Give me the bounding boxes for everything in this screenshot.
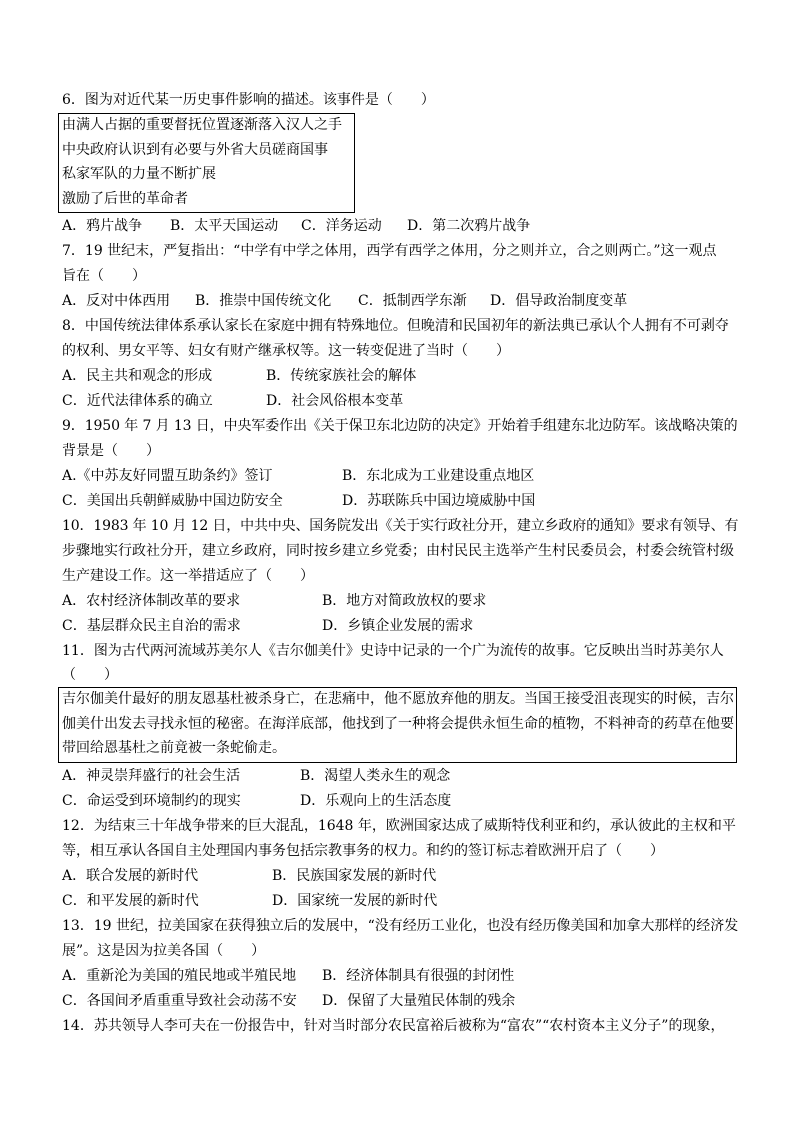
q7-stem-line: 7．19 世纪末，严复指出：“中学有中学之体用，西学有西学之体用，分之则并立，合之则两亡。”这一观点 <box>62 243 717 259</box>
q11-box-line: 吉尔伽美什最好的朋友恩基杜被杀身亡，在悲痛中，他不愿放弃他的朋友。当国王接受沮丧现实的时候，吉尔 <box>62 691 734 707</box>
q11-box-line: 带回给恩基杜之前竟被一条蛇偷走。 <box>62 740 286 756</box>
q14-stem-line: 14．苏共领导人李可夫在一份报告中，针对当时部分农民富裕后被称为“富农”“农村资本主义分子”的现象， <box>62 1018 725 1034</box>
q6-option-b[interactable]: B．太平天国运动 <box>170 218 279 234</box>
q6-box-line: 激励了后世的革命者 <box>62 191 188 207</box>
q13-option-a[interactable]: A．重新沦为美国的殖民地或半殖民地 <box>62 968 297 984</box>
q7-option-d[interactable]: D．倡导政治制度变革 <box>490 293 628 309</box>
q6-stem: 6．图为对近代某一历史事件影响的描述。该事件是（ ） <box>62 92 435 108</box>
q6-box-line: 私家军队的力量不断扩展 <box>62 166 216 182</box>
q12-stem-line: 12．为结束三十年战争带来的巨大混乱，1648 年，欧洲国家达成了威斯特伐利亚和约，承认彼此的主权和平 <box>62 818 736 834</box>
q8-option-d[interactable]: D．社会风俗根本变革 <box>266 393 404 409</box>
q13-stem-line: 13．19 世纪，拉美国家在获得独立后的发展中，“没有经历工业化，也没有经历像美国和加拿大那样的经济发 <box>62 918 739 934</box>
q11-box-line: 伽美什出发去寻找永恒的秘密。在海洋底部，他找到了一种将会提供永恒生命的植物，不料神奇的药草在他要 <box>62 716 734 732</box>
q12-option-a[interactable]: A．联合发展的新时代 <box>62 868 199 884</box>
q11-option-c[interactable]: C．命运受到环境制约的现实 <box>62 793 241 809</box>
q13-option-d[interactable]: D．保留了大量殖民体制的残余 <box>322 993 516 1009</box>
q10-option-a[interactable]: A．农村经济体制改革的要求 <box>62 593 241 609</box>
q11-option-b[interactable]: B．渴望人类永生的观念 <box>300 768 451 784</box>
q10-option-b[interactable]: B．地方对简政放权的要求 <box>322 593 487 609</box>
q13-stem-line: 展”。这是因为拉美各国（ ） <box>62 943 266 959</box>
q9-option-a[interactable]: A.《中苏友好同盟互助条约》签订 <box>62 468 273 484</box>
q7-option-b[interactable]: B．推崇中国传统文化 <box>195 293 332 309</box>
q8-stem-line: 的权利、男女平等、妇女有财产继承权等。这一转变促进了当时（ ） <box>62 343 510 359</box>
q13-option-c[interactable]: C．各国间矛盾重重导致社会动荡不安 <box>62 993 297 1009</box>
q8-option-c[interactable]: C．近代法律体系的确立 <box>62 393 213 409</box>
q11-option-a[interactable]: A．神灵崇拜盛行的社会生活 <box>62 768 241 784</box>
q6-option-a[interactable]: A．鸦片战争 <box>62 218 143 234</box>
q6-option-c[interactable]: C．洋务运动 <box>301 218 382 234</box>
q10-stem-line: 10．1983 年 10 月 12 日，中共中央、国务院发出《关于实行政社分开，建立乡政府的通知》要求有领导、有 <box>62 518 739 534</box>
q7-stem-line: 旨在（ ） <box>62 268 146 284</box>
q12-option-b[interactable]: B．民族国家发展的新时代 <box>272 868 437 884</box>
q8-option-b[interactable]: B．传统家族社会的解体 <box>266 368 417 384</box>
q10-option-d[interactable]: D．乡镇企业发展的需求 <box>322 618 474 634</box>
q10-stem-line: 生产建设工作。这一举措适应了（ ） <box>62 568 314 584</box>
q12-option-d[interactable]: D．国家统一发展的新时代 <box>272 893 438 909</box>
q12-stem-line: 等，相互承认各国自主处理国内事务包括宗教事务的权力。和约的签订标志着欧洲开启了（ ） <box>62 843 664 859</box>
q6-box-line: 中央政府认识到有必要与外省大员磋商国事 <box>62 142 328 158</box>
q9-stem-line: 9．1950 年 7 月 13 日，中央军委作出《关于保卫东北边防的决定》开始着手组建东北边防军。该战略决策的 <box>62 418 738 434</box>
q10-stem-line: 步骤地实行政社分开，建立乡政府，同时按乡建立乡党委；由村民民主选举产生村民委员会，村委会统管村级 <box>62 543 734 559</box>
q11-material-box <box>58 687 737 763</box>
q8-option-a[interactable]: A．民主共和观念的形成 <box>62 368 213 384</box>
q9-option-d[interactable]: D．苏联陈兵中国边境威胁中国 <box>342 493 536 509</box>
q8-stem-line: 8．中国传统法律体系承认家长在家庭中拥有特殊地位。但晚清和民国初年的新法典已承认个人拥有不可剥夺 <box>62 318 729 334</box>
q13-option-b[interactable]: B．经济体制具有很强的封闭性 <box>322 968 515 984</box>
q9-option-b[interactable]: B．东北成为工业建设重点地区 <box>342 468 535 484</box>
q11-stem-line: 11．图为古代两河流域苏美尔人《吉尔伽美什》史诗中记录的一个广为流传的故事。它反映出当时苏美尔人 <box>62 643 724 659</box>
q10-option-c[interactable]: C．基层群众民主自治的需求 <box>62 618 241 634</box>
q9-stem-line: 背景是（ ） <box>62 443 160 459</box>
q7-option-c[interactable]: C．抵制西学东渐 <box>358 293 467 309</box>
q6-box-line: 由满人占据的重要督抚位置逐渐落入汉人之手 <box>62 117 342 133</box>
q11-option-d[interactable]: D．乐观向上的生活态度 <box>300 793 452 809</box>
q6-option-d[interactable]: D．第二次鸦片战争 <box>407 218 531 234</box>
q12-option-c[interactable]: C．和平发展的新时代 <box>62 893 199 909</box>
q9-option-c[interactable]: C．美国出兵朝鲜威胁中国边防安全 <box>62 493 283 509</box>
q11-stem-line: （ ） <box>62 667 118 683</box>
q7-option-a[interactable]: A．反对中体西用 <box>62 293 171 309</box>
q6-material-box <box>58 113 355 213</box>
